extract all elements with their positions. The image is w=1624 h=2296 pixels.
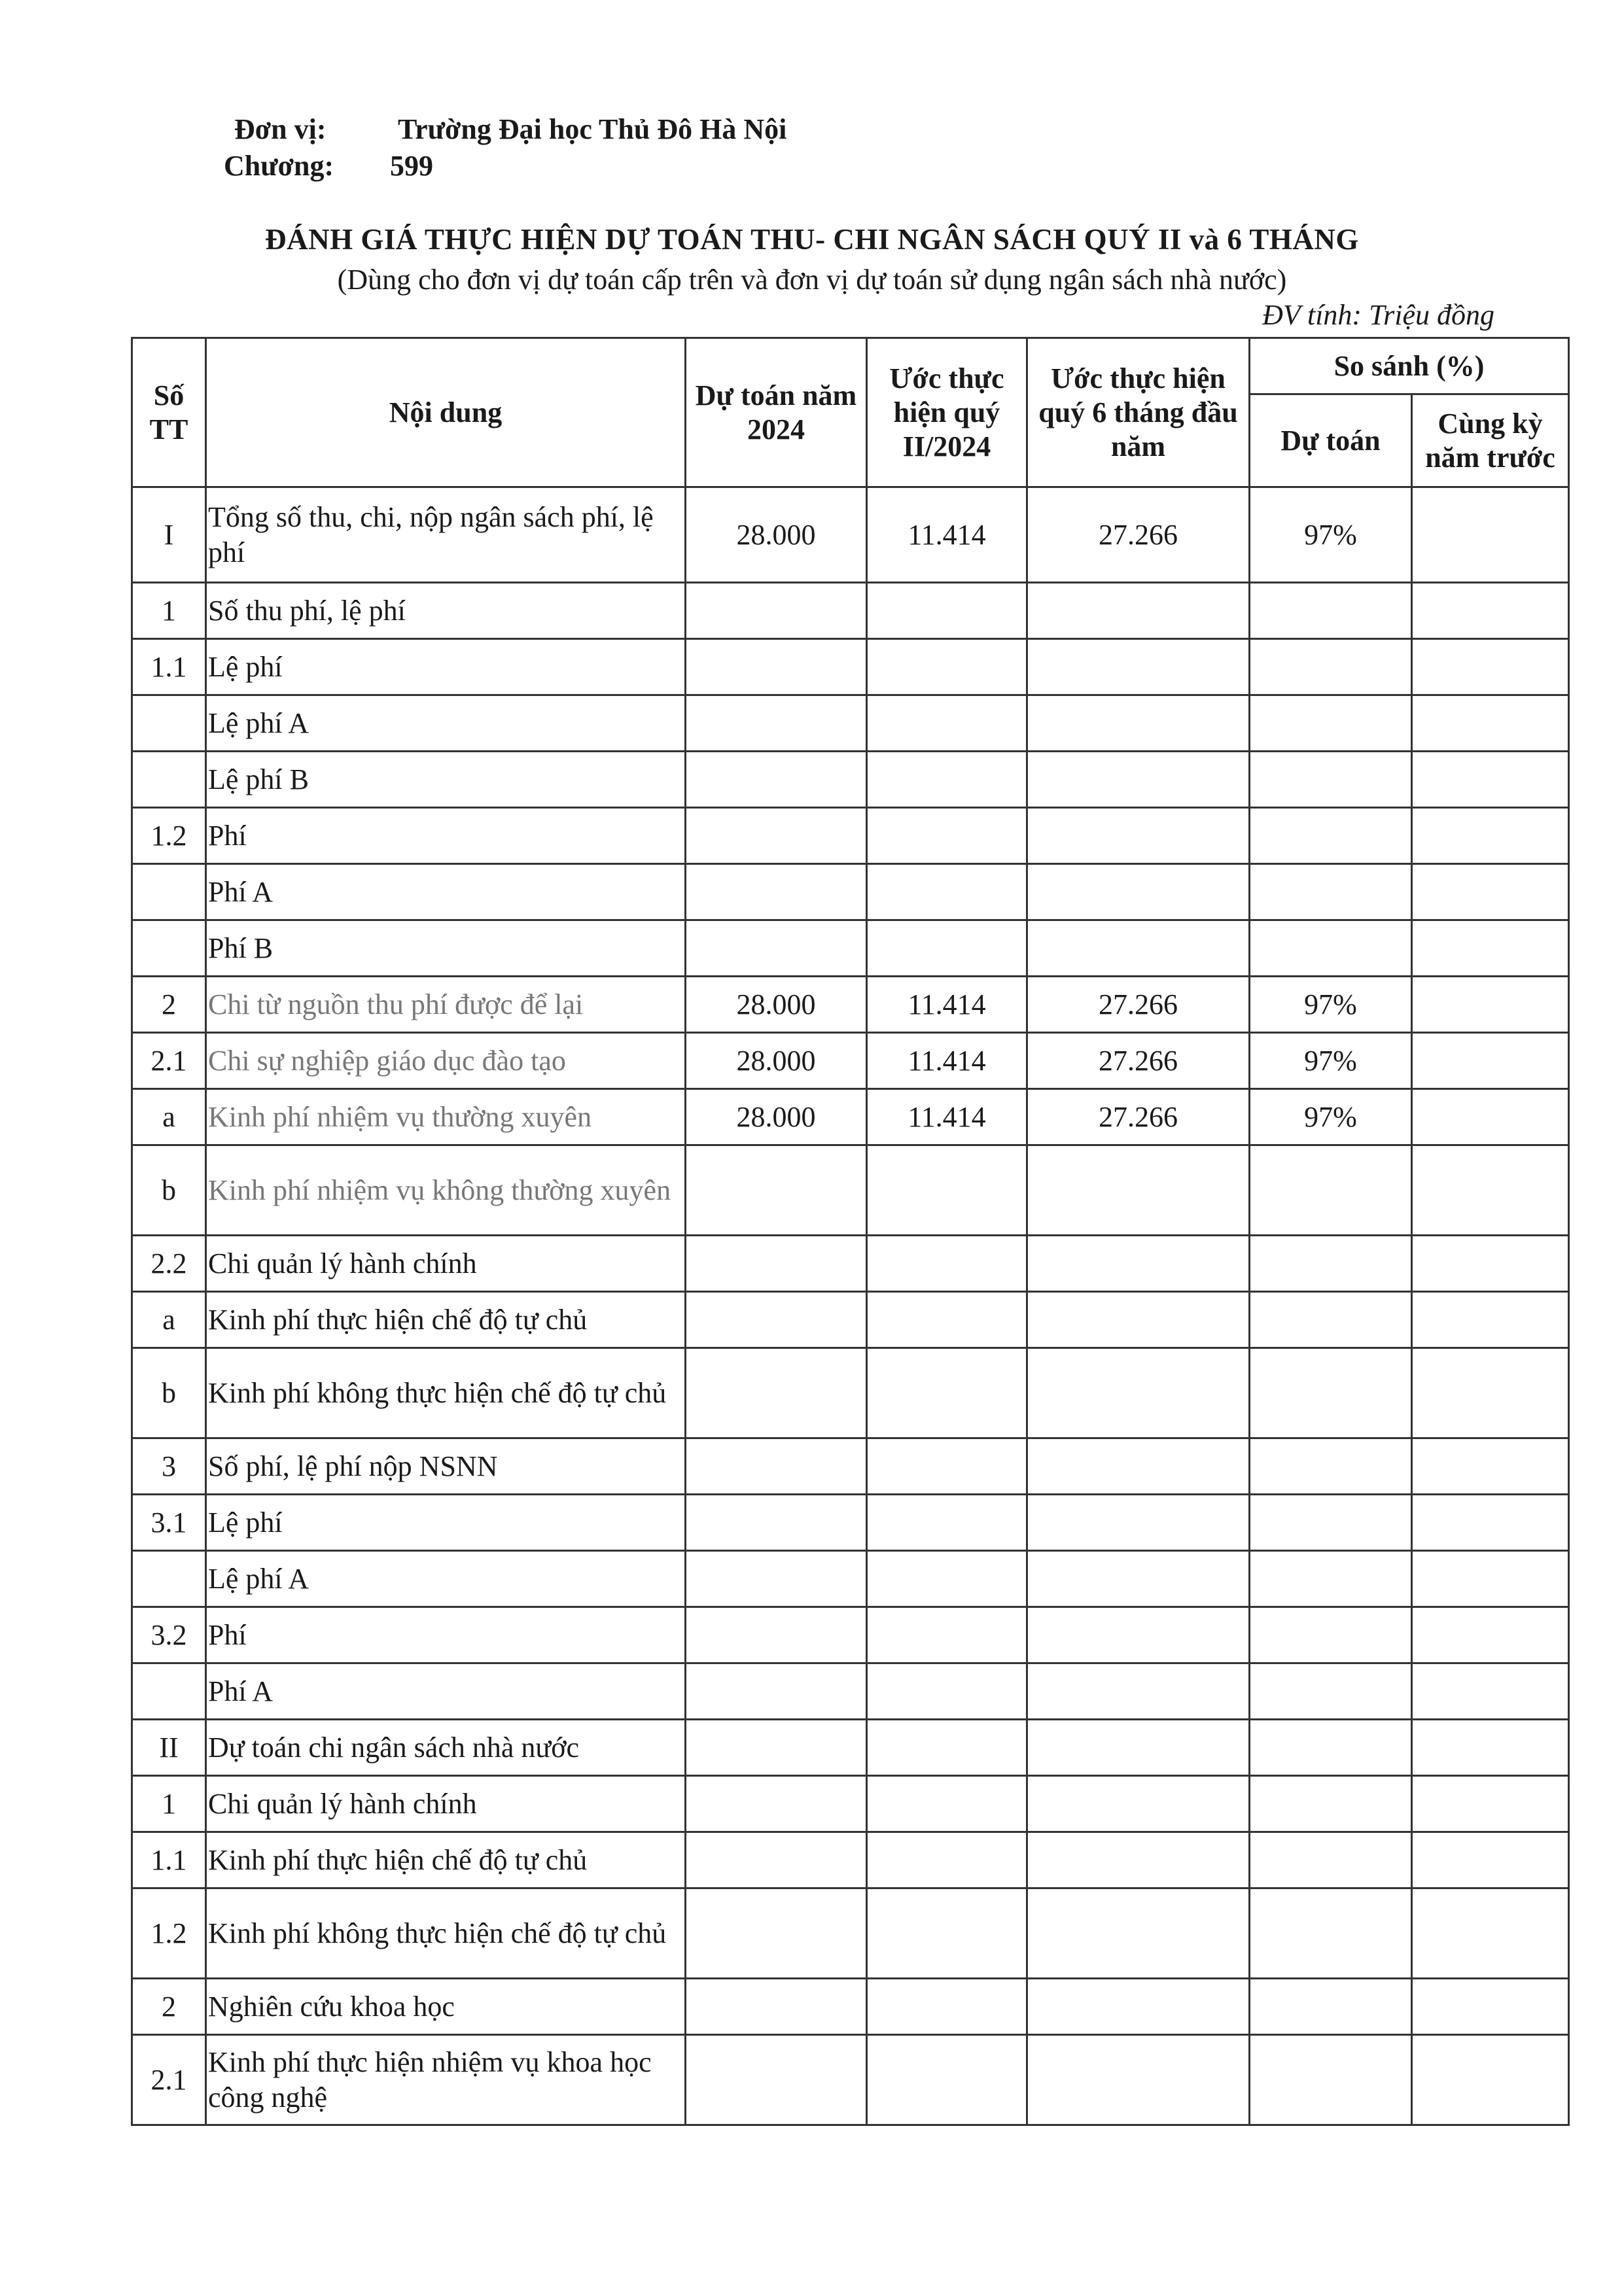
report-subtitle: (Dùng cho đơn vị dự toán cấp trên và đơn vị dự toán sử dụng ngân sách nhà nước) <box>337 264 1287 296</box>
row-uoc-quy-2 <box>867 1776 1027 1832</box>
row-noi-dung: Kinh phí thực hiện chế độ tự chủ <box>206 1292 686 1348</box>
row-uoc-quy-2 <box>867 1292 1027 1348</box>
row-uoc-quy-2: 11.414 <box>867 1089 1027 1145</box>
row-uoc-6-thang <box>1027 864 1250 920</box>
row-ss-cung-ky <box>1412 920 1569 977</box>
row-ss-du-toan <box>1250 1292 1412 1348</box>
row-stt: 1 <box>132 583 206 639</box>
row-stt <box>132 920 206 977</box>
row-stt <box>132 1551 206 1607</box>
row-ss-du-toan: 97% <box>1250 977 1412 1033</box>
row-stt: 1.2 <box>132 808 206 864</box>
table-row <box>132 1720 1569 1776</box>
row-noi-dung: Lệ phí A <box>206 1551 686 1607</box>
row-du-toan-nam <box>686 1145 867 1236</box>
row-ss-cung-ky <box>1412 583 1569 639</box>
row-ss-cung-ky <box>1412 1720 1569 1776</box>
row-noi-dung: Kinh phí nhiệm vụ thường xuyên <box>206 1089 686 1145</box>
row-ss-du-toan <box>1250 808 1412 864</box>
row-ss-du-toan <box>1250 1776 1412 1832</box>
row-stt <box>132 1663 206 1720</box>
row-du-toan-nam <box>686 920 867 977</box>
row-stt: 2.1 <box>132 2035 206 2125</box>
row-du-toan-nam <box>686 695 867 752</box>
row-stt: 2 <box>132 977 206 1033</box>
row-noi-dung: Số phí, lệ phí nộp NSNN <box>206 1438 686 1495</box>
row-uoc-quy-2 <box>867 1979 1027 2035</box>
row-ss-du-toan <box>1250 920 1412 977</box>
row-ss-cung-ky <box>1412 2035 1569 2125</box>
row-ss-du-toan: 97% <box>1250 487 1412 583</box>
row-noi-dung: Chi quản lý hành chính <box>206 1776 686 1832</box>
row-ss-cung-ky <box>1412 1292 1569 1348</box>
row-uoc-6-thang <box>1027 639 1250 695</box>
table-row <box>132 1495 1569 1551</box>
row-ss-du-toan <box>1250 583 1412 639</box>
table-row <box>132 583 1569 639</box>
row-noi-dung: Kinh phí nhiệm vụ không thường xuyên <box>206 1145 686 1236</box>
row-ss-cung-ky <box>1412 1663 1569 1720</box>
table-row <box>132 639 1569 695</box>
table-row <box>132 1663 1569 1720</box>
row-ss-du-toan <box>1250 695 1412 752</box>
row-du-toan-nam <box>686 864 867 920</box>
table-row <box>132 808 1569 864</box>
row-du-toan-nam <box>686 1348 867 1438</box>
row-uoc-6-thang <box>1027 695 1250 752</box>
col-ss-du-toan: Dự toán <box>1250 394 1412 487</box>
row-noi-dung: Phí <box>206 1607 686 1663</box>
row-stt: 2.2 <box>132 1236 206 1292</box>
row-stt: 3.1 <box>132 1495 206 1551</box>
row-du-toan-nam <box>686 583 867 639</box>
row-du-toan-nam <box>686 808 867 864</box>
row-stt <box>132 752 206 808</box>
table-row <box>132 1888 1569 1979</box>
row-ss-cung-ky <box>1412 1832 1569 1888</box>
row-noi-dung: Lệ phí <box>206 1495 686 1551</box>
row-uoc-quy-2 <box>867 695 1027 752</box>
row-stt: II <box>132 1720 206 1776</box>
row-du-toan-nam: 28.000 <box>686 487 867 583</box>
row-ss-cung-ky <box>1412 808 1569 864</box>
row-uoc-6-thang <box>1027 1720 1250 1776</box>
row-du-toan-nam: 28.000 <box>686 1089 867 1145</box>
row-noi-dung: Kinh phí không thực hiện chế độ tự chủ <box>206 1348 686 1438</box>
row-uoc-6-thang <box>1027 1236 1250 1292</box>
row-noi-dung: Phí A <box>206 864 686 920</box>
table-row <box>132 1089 1569 1145</box>
col-uoc-quy-2: Ước thực hiện quý II/2024 <box>867 338 1027 487</box>
table-row <box>132 1551 1569 1607</box>
row-ss-cung-ky <box>1412 1438 1569 1495</box>
table-row <box>132 864 1569 920</box>
row-uoc-6-thang <box>1027 1979 1250 2035</box>
row-uoc-quy-2 <box>867 752 1027 808</box>
row-ss-du-toan: 97% <box>1250 1033 1412 1089</box>
row-ss-cung-ky <box>1412 1551 1569 1607</box>
row-ss-du-toan <box>1250 2035 1412 2125</box>
row-ss-cung-ky <box>1412 864 1569 920</box>
row-noi-dung: Kinh phí thực hiện nhiệm vụ khoa học công nghệ <box>206 2035 686 2125</box>
row-ss-du-toan <box>1250 1888 1412 1979</box>
row-du-toan-nam <box>686 1607 867 1663</box>
row-uoc-6-thang <box>1027 1832 1250 1888</box>
row-stt: 3 <box>132 1438 206 1495</box>
report-title: ĐÁNH GIÁ THỰC HIỆN DỰ TOÁN THU- CHI NGÂN SÁCH QUÝ II và 6 THÁNG <box>265 223 1359 256</box>
table-header <box>132 338 1569 487</box>
row-uoc-6-thang <box>1027 1888 1250 1979</box>
row-du-toan-nam <box>686 1292 867 1348</box>
row-uoc-quy-2: 11.414 <box>867 977 1027 1033</box>
row-ss-cung-ky <box>1412 977 1569 1033</box>
row-stt: a <box>132 1292 206 1348</box>
row-uoc-6-thang <box>1027 583 1250 639</box>
row-ss-du-toan <box>1250 1551 1412 1607</box>
row-uoc-quy-2 <box>867 1663 1027 1720</box>
table-row <box>132 1033 1569 1089</box>
row-uoc-quy-2: 11.414 <box>867 1033 1027 1089</box>
row-stt: I <box>132 487 206 583</box>
col-ss-cung-ky: Cùng kỳ năm trước <box>1412 394 1569 487</box>
col-stt: Số TT <box>132 338 206 487</box>
row-uoc-quy-2: 11.414 <box>867 487 1027 583</box>
row-du-toan-nam <box>686 1888 867 1979</box>
row-ss-du-toan <box>1250 1145 1412 1236</box>
col-so-sanh: So sánh (%) <box>1250 338 1569 394</box>
row-noi-dung: Phí B <box>206 920 686 977</box>
table-row <box>132 1438 1569 1495</box>
row-ss-du-toan <box>1250 1979 1412 2035</box>
table-row <box>132 487 1569 583</box>
row-noi-dung: Lệ phí <box>206 639 686 695</box>
row-du-toan-nam: 28.000 <box>686 1033 867 1089</box>
row-du-toan-nam <box>686 1720 867 1776</box>
row-ss-cung-ky <box>1412 1348 1569 1438</box>
row-uoc-6-thang <box>1027 1292 1250 1348</box>
row-uoc-6-thang <box>1027 2035 1250 2125</box>
row-du-toan-nam <box>686 1979 867 2035</box>
budget-table <box>131 337 1570 2126</box>
row-uoc-6-thang: 27.266 <box>1027 977 1250 1033</box>
row-ss-cung-ky <box>1412 1495 1569 1551</box>
row-stt: 1.2 <box>132 1888 206 1979</box>
row-uoc-quy-2 <box>867 808 1027 864</box>
row-stt: 3.2 <box>132 1607 206 1663</box>
row-du-toan-nam <box>686 1551 867 1607</box>
table-row <box>132 695 1569 752</box>
row-noi-dung: Tổng số thu, chi, nộp ngân sách phí, lệ phí <box>206 487 686 583</box>
row-uoc-6-thang <box>1027 808 1250 864</box>
row-noi-dung: Phí A <box>206 1663 686 1720</box>
row-stt: 2 <box>132 1979 206 2035</box>
row-ss-du-toan <box>1250 639 1412 695</box>
row-ss-cung-ky <box>1412 752 1569 808</box>
table-row <box>132 920 1569 977</box>
row-noi-dung: Dự toán chi ngân sách nhà nước <box>206 1720 686 1776</box>
row-uoc-quy-2 <box>867 1145 1027 1236</box>
table-row <box>132 1776 1569 1832</box>
row-noi-dung: Nghiên cứu khoa học <box>206 1979 686 2035</box>
row-uoc-quy-2 <box>867 1236 1027 1292</box>
row-ss-cung-ky <box>1412 1145 1569 1236</box>
row-uoc-quy-2 <box>867 1348 1027 1438</box>
row-stt: 2.1 <box>132 1033 206 1089</box>
row-ss-cung-ky <box>1412 1236 1569 1292</box>
row-noi-dung: Chi từ nguồn thu phí được để lại <box>206 977 686 1033</box>
row-uoc-quy-2 <box>867 1551 1027 1607</box>
row-du-toan-nam <box>686 1832 867 1888</box>
table-row <box>132 1236 1569 1292</box>
row-uoc-6-thang <box>1027 1348 1250 1438</box>
row-stt: 1.1 <box>132 1832 206 1888</box>
row-uoc-6-thang <box>1027 1145 1250 1236</box>
row-du-toan-nam <box>686 1236 867 1292</box>
row-ss-cung-ky <box>1412 1776 1569 1832</box>
row-ss-du-toan: 97% <box>1250 1089 1412 1145</box>
table-row <box>132 1292 1569 1348</box>
row-noi-dung: Lệ phí B <box>206 752 686 808</box>
row-noi-dung: Kinh phí thực hiện chế độ tự chủ <box>206 1832 686 1888</box>
row-uoc-6-thang <box>1027 1438 1250 1495</box>
row-uoc-6-thang: 27.266 <box>1027 1033 1250 1089</box>
don-vi-value: Trường Đại học Thủ Đô Hà Nội <box>398 113 787 145</box>
table-row <box>132 752 1569 808</box>
row-noi-dung: Lệ phí A <box>206 695 686 752</box>
table-row <box>132 1832 1569 1888</box>
row-ss-cung-ky <box>1412 1089 1569 1145</box>
row-ss-du-toan <box>1250 1720 1412 1776</box>
table-row <box>132 1145 1569 1236</box>
col-noi-dung: Nội dung <box>206 338 686 487</box>
row-uoc-quy-2 <box>867 1607 1027 1663</box>
row-stt <box>132 695 206 752</box>
row-uoc-quy-2 <box>867 920 1027 977</box>
row-uoc-6-thang <box>1027 1607 1250 1663</box>
row-noi-dung: Kinh phí không thực hiện chế độ tự chủ <box>206 1888 686 1979</box>
row-uoc-quy-2 <box>867 1832 1027 1888</box>
table-row <box>132 1607 1569 1663</box>
row-du-toan-nam <box>686 2035 867 2125</box>
row-uoc-6-thang <box>1027 1495 1250 1551</box>
row-ss-cung-ky <box>1412 487 1569 583</box>
col-du-toan-nam: Dự toán năm 2024 <box>686 338 867 487</box>
row-uoc-6-thang: 27.266 <box>1027 487 1250 583</box>
row-uoc-6-thang: 27.266 <box>1027 1089 1250 1145</box>
row-uoc-quy-2 <box>867 639 1027 695</box>
row-noi-dung: Số thu phí, lệ phí <box>206 583 686 639</box>
row-uoc-6-thang <box>1027 1663 1250 1720</box>
row-uoc-quy-2 <box>867 864 1027 920</box>
row-uoc-quy-2 <box>867 1438 1027 1495</box>
row-ss-du-toan <box>1250 1663 1412 1720</box>
row-ss-du-toan <box>1250 752 1412 808</box>
row-uoc-quy-2 <box>867 583 1027 639</box>
table-body <box>132 487 1569 2125</box>
row-uoc-6-thang <box>1027 1776 1250 1832</box>
row-ss-cung-ky <box>1412 695 1569 752</box>
row-uoc-quy-2 <box>867 1495 1027 1551</box>
row-du-toan-nam <box>686 752 867 808</box>
row-uoc-quy-2 <box>867 1720 1027 1776</box>
row-du-toan-nam <box>686 1495 867 1551</box>
row-stt: 1.1 <box>132 639 206 695</box>
chuong-label: Chương: <box>224 150 334 182</box>
chuong-value: 599 <box>390 150 433 182</box>
row-ss-cung-ky <box>1412 1888 1569 1979</box>
row-du-toan-nam <box>686 1776 867 1832</box>
table-row <box>132 1979 1569 2035</box>
row-stt: a <box>132 1089 206 1145</box>
row-ss-cung-ky <box>1412 1033 1569 1089</box>
row-stt: 1 <box>132 1776 206 1832</box>
row-du-toan-nam: 28.000 <box>686 977 867 1033</box>
row-ss-du-toan <box>1250 864 1412 920</box>
row-uoc-quy-2 <box>867 1888 1027 1979</box>
row-noi-dung: Chi sự nghiệp giáo dục đào tạo <box>206 1033 686 1089</box>
row-du-toan-nam <box>686 639 867 695</box>
table-row <box>132 1348 1569 1438</box>
row-uoc-6-thang <box>1027 1551 1250 1607</box>
row-uoc-6-thang <box>1027 752 1250 808</box>
row-ss-cung-ky <box>1412 1979 1569 2035</box>
col-uoc-6-thang: Ước thực hiện quý 6 tháng đầu năm <box>1027 338 1250 487</box>
don-vi-label: Đơn vị: <box>234 113 327 145</box>
row-noi-dung: Phí <box>206 808 686 864</box>
row-ss-cung-ky <box>1412 1607 1569 1663</box>
table-row <box>132 2035 1569 2125</box>
row-ss-du-toan <box>1250 1438 1412 1495</box>
row-stt: b <box>132 1145 206 1236</box>
table-row <box>132 977 1569 1033</box>
row-ss-cung-ky <box>1412 639 1569 695</box>
row-ss-du-toan <box>1250 1236 1412 1292</box>
row-ss-du-toan <box>1250 1495 1412 1551</box>
row-noi-dung: Chi quản lý hành chính <box>206 1236 686 1292</box>
row-du-toan-nam <box>686 1438 867 1495</box>
unit-label: ĐV tính: Triệu đồng <box>1262 299 1494 331</box>
row-ss-du-toan <box>1250 1832 1412 1888</box>
row-uoc-6-thang <box>1027 920 1250 977</box>
row-ss-du-toan <box>1250 1348 1412 1438</box>
row-ss-du-toan <box>1250 1607 1412 1663</box>
row-du-toan-nam <box>686 1663 867 1720</box>
row-uoc-quy-2 <box>867 2035 1027 2125</box>
row-stt <box>132 864 206 920</box>
row-stt: b <box>132 1348 206 1438</box>
